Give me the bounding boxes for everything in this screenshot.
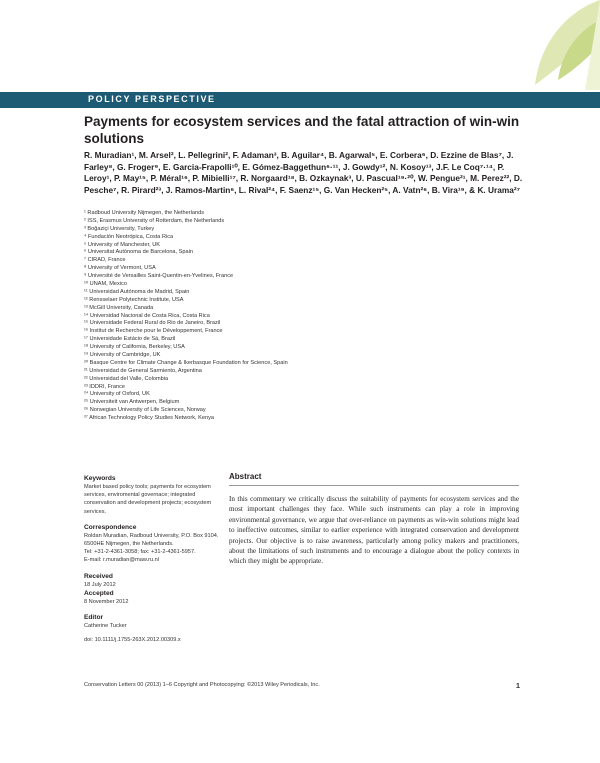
affiliation-item: ¹⁸ University of California, Berkeley, USA — [84, 344, 185, 351]
affiliation-item: ¹⁷ Universidade Estácio de Sá, Brazil — [84, 336, 176, 343]
journal-leaf-logo — [500, 0, 600, 90]
affiliation-item: ¹¹ Universidad Autónoma de Madrid, Spain — [84, 288, 190, 295]
article-info-sidebar — [84, 474, 224, 644]
affiliation-item: ²⁶ Norwegian University of Life Sciences, Norway — [84, 407, 206, 414]
affiliation-item: ⁶ Universitat Autònoma de Barcelona, Spain — [84, 249, 193, 256]
affiliation-item: ²⁵ Universiteit van Antwerpen, Belgium — [84, 399, 180, 406]
correspondence-address: Roldan Muradian, Radboud University, P.O. Box 9104. 6500HE Nijmegen, the Netherlands. — [84, 532, 219, 548]
banner-label: POLICY PERSPECTIVE — [88, 94, 216, 104]
keywords-heading: Keywords — [84, 475, 116, 482]
affiliation-item: ⁵ University of Manchester, UK — [84, 241, 160, 248]
affiliation-item: ⁷ CIRAD, France — [84, 257, 126, 264]
abstract-section — [229, 472, 519, 567]
affiliation-item: ¹³ McGill University, Canada — [84, 304, 154, 311]
affiliation-item: ²⁰ Basque Centre for Climate Change & Ikerbasque Foundation for Science, Spain — [84, 359, 288, 366]
affiliation-item: ²⁷ African Technology Policy Studies Network, Kenya — [84, 415, 215, 422]
page-footer — [84, 682, 520, 688]
keywords-text: Market based policy tools; payments for ecosystem services, enviromental governace; integrated conservation and development projects; ecosystem services. — [84, 484, 212, 515]
affiliation-item: ¹⁹ University of Cambridge, UK — [84, 352, 161, 359]
abstract-text: In this commentary we critically discuss the suitability of payments for ecosystem services and the most important challenges they face. While such instruments can play a role in improving environmental governance, we argue that over-reliance on payments as win-win solutions might lead to ineffective outcomes, similar to earlier experience with integrated conservation and development projects. Our objective is to raise awareness, particularly among policy makers and practitioners, about the limitations of such instruments and to encourage a dialogue about the policy contexts in which they might be appropriate. — [229, 495, 519, 566]
correspondence-telfax: Tel: +31-2-4361-3058; fax: +31-2-4361-5957. — [84, 549, 196, 556]
affiliation-list — [84, 210, 524, 423]
page-number: 1 — [515, 681, 520, 690]
affiliation-item: ¹⁰ UNAM, Mexico — [84, 281, 127, 288]
policy-perspective-banner — [0, 92, 600, 108]
author-list: R. Muradian¹, M. Arsel², L. Pellegrini², F. Adaman³, B. Aguilar⁴, B. Agarwal⁵, E. Corbera⁶, D. Ezzine de Blas⁷, J. Farley⁸, G. Froger⁹, E. Garcia-Frapolli¹⁰, E. Gómez-Baggethun⁶·¹¹, J. Gowdy¹², N. Kosoy¹³, J.F. Le Coq⁷·¹⁴, P. Leroy¹, P. May¹⁵, P. Méral¹⁶, P. Mibielli¹⁷, R. Norgaard¹⁸, B. Ozkaynak³, U. Pascual¹⁹·²⁰, W. Pengue²¹, M. Perez²², D. Pesche⁷, R. Pirard²³, J. Ramos-Martin⁶, L. Rival²⁴, F. Saenz¹⁵, G. Van Hecken²⁵, A. Vatn²⁶, B. Vira¹⁹, & K. Urama²⁷ — [84, 150, 523, 195]
editor-name: Catherine Tucker — [84, 623, 127, 630]
affiliation-item: ²¹ Universidad de General Sarmiento, Argentina — [84, 367, 202, 374]
affiliation-item: ¹² Rensselaer Polytechnic Institute, USA — [84, 296, 184, 303]
affiliation-item: ²³ IDDRI, France — [84, 383, 126, 390]
affiliation-item: ²⁴ University of Oxford, UK — [84, 391, 150, 398]
footer-citation: Conservation Letters 00 (2013) 1–6 Copyright and Photocopying: ©2013 Wiley Periodicals, Inc. — [84, 682, 320, 688]
abstract-heading: Abstract — [229, 472, 519, 486]
correspondence-heading: Correspondence — [84, 523, 137, 531]
doi-link[interactable]: doi: 10.1111/j.1755-263X.2012.00309.x — [84, 637, 181, 644]
editor-heading: Editor — [84, 614, 104, 622]
accepted-date: 8 November 2012 — [84, 598, 129, 605]
affiliation-item: ² ISS, Erasmus University of Rotterdam, the Netherlands — [84, 217, 225, 224]
accepted-heading: Accepted — [84, 589, 114, 597]
affiliation-item: ⁸ University of Vermont, USA — [84, 265, 156, 272]
received-heading: Received — [84, 572, 113, 580]
received-date: 18 July 2012 — [84, 581, 116, 588]
correspondence-email: E-mail: r.muradian@maw.ru.nl — [84, 557, 160, 564]
affiliation-item: ¹ Radboud University Nijmegen, the Netherlands — [84, 210, 205, 216]
affiliation-item: ⁹ Université de Versailles Saint-Quentin-en-Yvelines, France — [84, 273, 234, 280]
affiliation-item: ¹⁵ Universidade Federal Rural do Rio de Janeiro, Brazil — [84, 320, 221, 327]
article-title: Payments for ecosystem services and the fatal attraction of win-win solutions — [84, 114, 520, 146]
affiliation-item: ³ Boğaziçi University, Turkey — [84, 225, 155, 232]
affiliation-item: ¹⁴ Universidad Nacional de Costa Rica, Costa Rica — [84, 312, 210, 319]
affiliation-item: ⁴ Fundación Neotrópica, Costa Rica — [84, 233, 174, 240]
affiliation-item: ²² Universidad del Valle, Colombia — [84, 375, 169, 382]
affiliation-item: ¹⁶ Institut de Recherche pour le Développement, France — [84, 328, 223, 335]
